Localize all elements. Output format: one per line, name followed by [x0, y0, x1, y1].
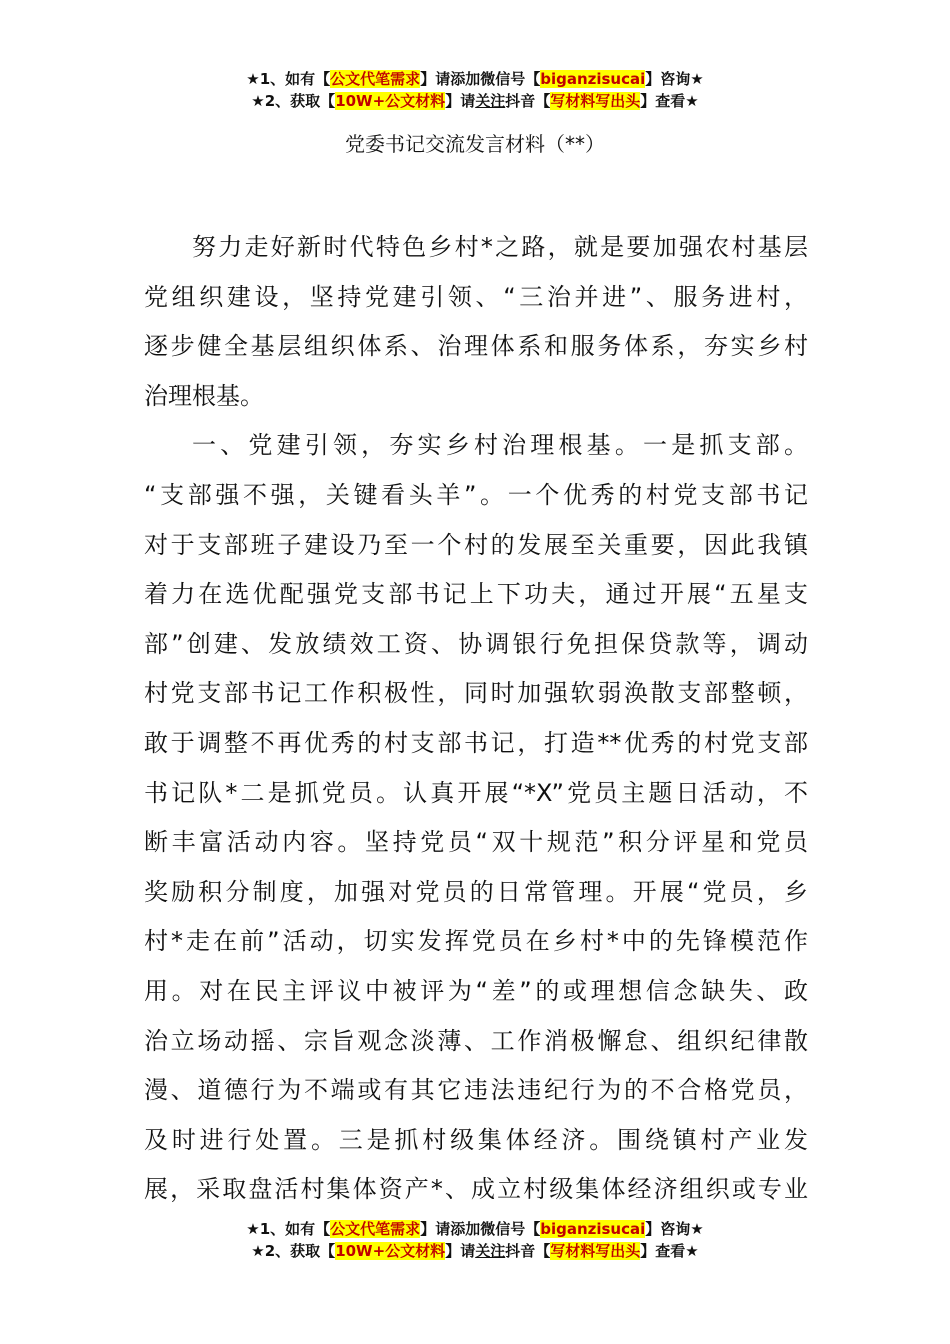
body-line: 部”创建、发放绩效工资、协调银行免担保贷款等，调动: [144, 629, 808, 658]
banner-highlight: 写材料写出头: [550, 1242, 641, 1260]
banner-text-underlined: 关注: [475, 92, 506, 110]
banner-text: 】请: [445, 92, 476, 110]
banner-line-1: [0, 68, 950, 90]
body-line: 对于支部班子建设乃至一个村的发展至关重要，因此我镇: [144, 530, 808, 559]
body-line: 治立场动摇、宗旨观念淡薄、工作消极懈怠、组织纪律散: [144, 1026, 808, 1055]
banner-text: 抖音【: [505, 1242, 551, 1260]
body-line: 村*走在前”活动，切实发挥党员在乡村*中的先锋模范作: [144, 927, 808, 956]
banner-text: ★2、获取【: [251, 92, 336, 110]
banner-text: 】请添加微信号【: [420, 1220, 541, 1238]
body-line: 书记队*二是抓党员。认真开展“*X”党员主题日活动，不: [144, 778, 808, 807]
body-line: 治理根基。: [144, 381, 264, 410]
banner-text: 】咨询★: [645, 70, 704, 88]
banner-text: ★1、如有【: [246, 1220, 331, 1238]
body-line: 奖励积分制度，加强对党员的日常管理。开展“党员，乡: [144, 877, 808, 906]
body-line: 漫、道德行为不端或有其它违法违纪行为的不合格党员，: [144, 1076, 808, 1105]
banner-text: 】查看★: [640, 1242, 699, 1260]
body-line: “支部强不强，关键看头羊”。一个优秀的村党支部书记: [144, 480, 808, 509]
body-line: 努力走好新时代特色乡村*之路，就是要加强农村基层: [192, 233, 808, 261]
body-line: 一、党建引领，夯实乡村治理根基。一是抓支部。: [192, 431, 808, 460]
body-line: 着力在选优配强党支部书记上下功夫，通过开展“五星支: [144, 580, 808, 609]
banner-highlight: 10W+公文材料: [335, 92, 446, 110]
banner-text-underlined: 关注: [475, 1242, 506, 1260]
document-title: 党委书记交流发言材料（**）: [345, 132, 605, 156]
banner-text: 】查看★: [640, 92, 699, 110]
banner-highlight: 写材料写出头: [550, 92, 641, 110]
banner-highlight: 10W+公文材料: [335, 1242, 446, 1260]
body-line: 村党支部书记工作积极性，同时加强软弱涣散支部整顿，: [144, 679, 808, 708]
banner-text: 】请: [445, 1242, 476, 1260]
footer-banner: [0, 1218, 950, 1262]
banner-highlight-wechat-id: biganzisucai: [540, 1220, 646, 1238]
header-banner: [0, 68, 950, 112]
banner-text: 抖音【: [505, 92, 551, 110]
banner-highlight-wechat-id: biganzisucai: [540, 70, 646, 88]
banner-line-2: [0, 90, 950, 112]
banner-text: ★2、获取【: [251, 1242, 336, 1260]
banner-highlight: 公文代笔需求: [330, 1220, 421, 1238]
banner-text: 】咨询★: [645, 1220, 704, 1238]
body-line: 断丰富活动内容。坚持党员“双十规范”积分评星和党员: [144, 828, 808, 857]
body-line: 展，采取盘活村集体资产*、成立村级集体经济组织或专业: [144, 1175, 808, 1204]
body-line: 用。对在民主评议中被评为“差”的或理想信念缺失、政: [144, 976, 808, 1005]
banner-highlight: 公文代笔需求: [330, 70, 421, 88]
banner-line-2: [0, 1240, 950, 1262]
body-line: 及时进行处置。三是抓村级集体经济。围绕镇村产业发: [144, 1125, 808, 1154]
body-line: 逐步健全基层组织体系、治理体系和服务体系，夯实乡村: [144, 332, 808, 361]
body-line: 敢于调整不再优秀的村支部书记，打造**优秀的村党支部: [144, 728, 808, 757]
document-body: [144, 223, 808, 1215]
body-line: 党组织建设，坚持党建引领、“三治并进”、服务进村，: [144, 282, 808, 311]
banner-text: ★1、如有【: [246, 70, 331, 88]
banner-text: 】请添加微信号【: [420, 70, 541, 88]
banner-line-1: [0, 1218, 950, 1240]
